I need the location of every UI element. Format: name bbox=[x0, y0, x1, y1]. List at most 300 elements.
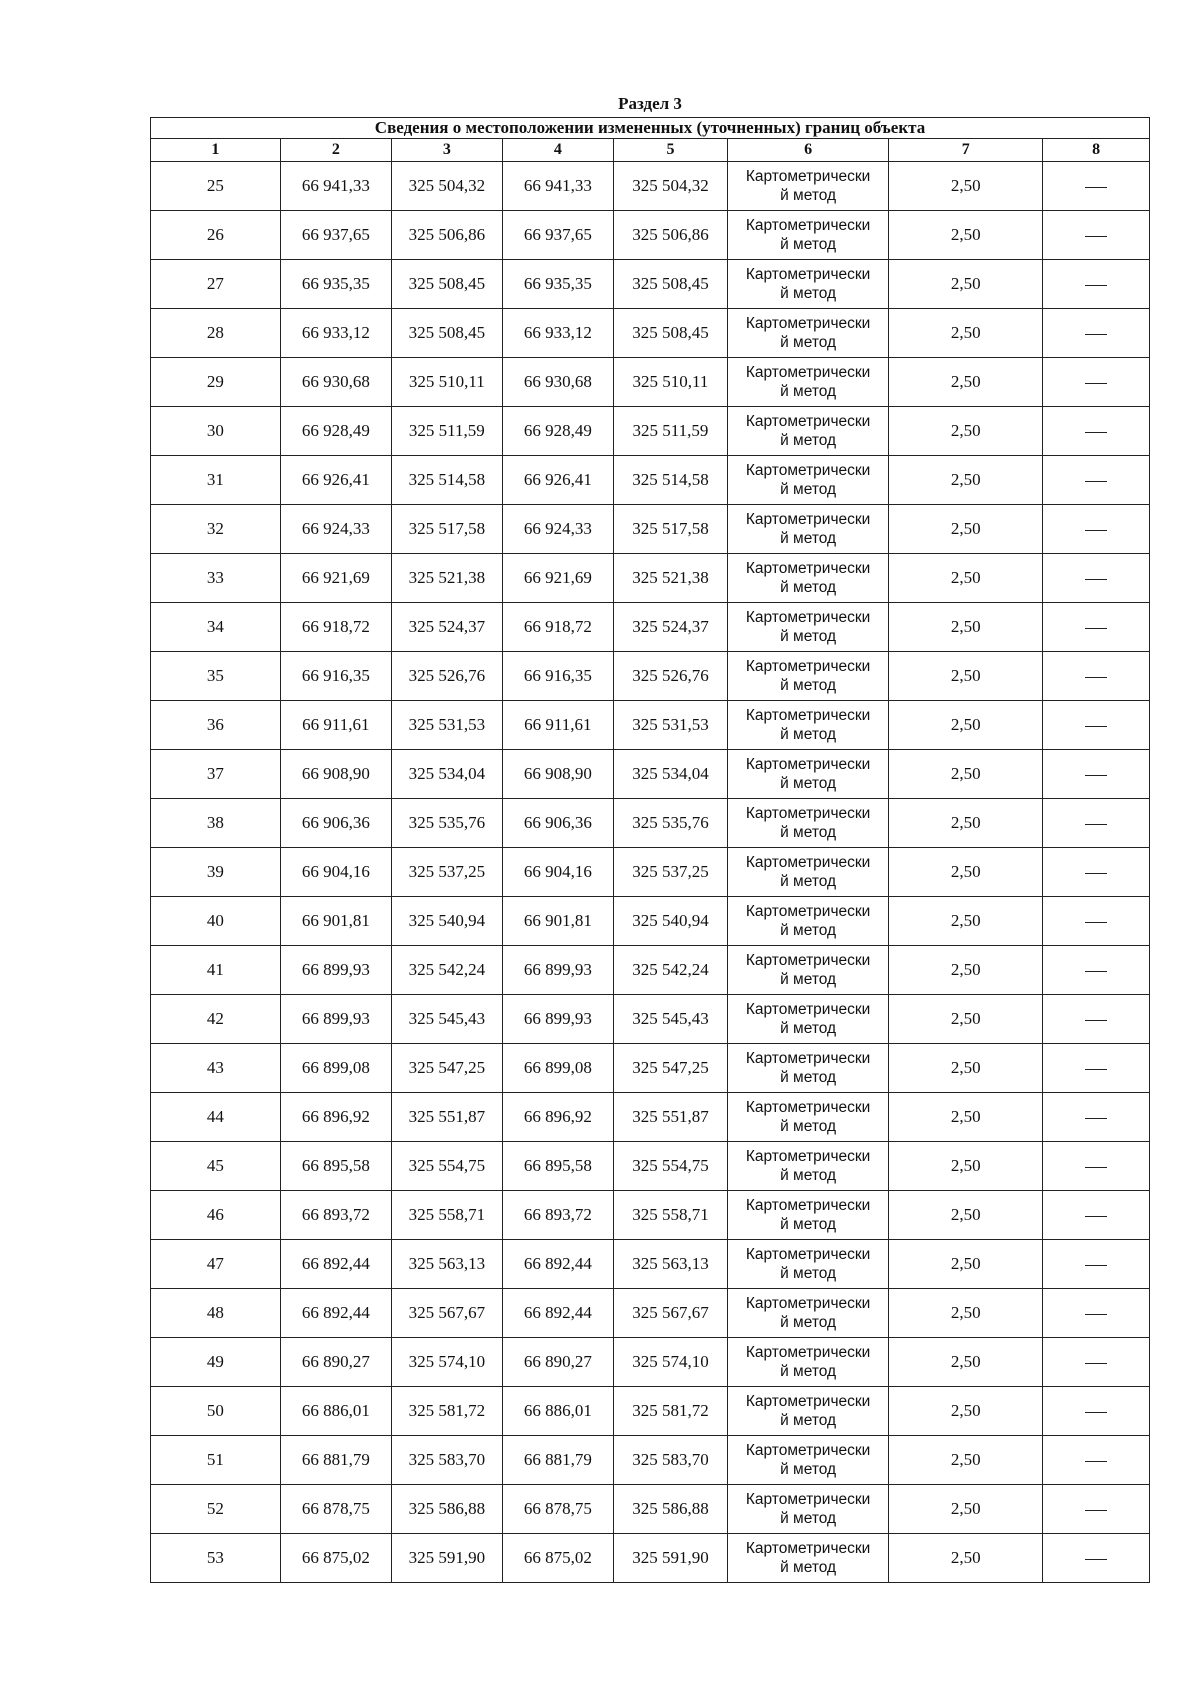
note-cell bbox=[1043, 162, 1150, 211]
point-number-cell: 49 bbox=[151, 1338, 281, 1387]
y-new-cell: 325 540,94 bbox=[613, 897, 727, 946]
point-number-cell: 36 bbox=[151, 701, 281, 750]
table-row bbox=[151, 848, 1150, 897]
x-new-cell: 66 930,68 bbox=[502, 358, 613, 407]
x-new-cell: 66 890,27 bbox=[502, 1338, 613, 1387]
y-old-cell: 325 526,76 bbox=[391, 652, 502, 701]
y-old-cell: 325 551,87 bbox=[391, 1093, 502, 1142]
point-number-cell: 37 bbox=[151, 750, 281, 799]
y-new-cell: 325 508,45 bbox=[613, 260, 727, 309]
y-old-cell: 325 535,76 bbox=[391, 799, 502, 848]
x-new-cell: 66 924,33 bbox=[502, 505, 613, 554]
y-old-cell: 325 586,88 bbox=[391, 1485, 502, 1534]
dash-mark bbox=[1085, 873, 1107, 874]
y-old-cell: 325 531,53 bbox=[391, 701, 502, 750]
accuracy-cell: 2,50 bbox=[889, 456, 1043, 505]
y-new-cell: 325 567,67 bbox=[613, 1289, 727, 1338]
table-row bbox=[151, 456, 1150, 505]
dash-mark bbox=[1085, 1020, 1107, 1021]
dash-mark bbox=[1085, 971, 1107, 972]
x-new-cell: 66 895,58 bbox=[502, 1142, 613, 1191]
y-old-cell: 325 517,58 bbox=[391, 505, 502, 554]
point-number-cell: 42 bbox=[151, 995, 281, 1044]
table-row bbox=[151, 1436, 1150, 1485]
table-row bbox=[151, 652, 1150, 701]
y-old-cell: 325 504,32 bbox=[391, 162, 502, 211]
method-cell: Картометрически й метод bbox=[728, 309, 889, 358]
x-old-cell: 66 926,41 bbox=[280, 456, 391, 505]
x-old-cell: 66 941,33 bbox=[280, 162, 391, 211]
table-row bbox=[151, 554, 1150, 603]
note-cell bbox=[1043, 1436, 1150, 1485]
y-old-cell: 325 506,86 bbox=[391, 211, 502, 260]
point-number-cell: 35 bbox=[151, 652, 281, 701]
point-number-cell: 28 bbox=[151, 309, 281, 358]
accuracy-cell: 2,50 bbox=[889, 358, 1043, 407]
y-old-cell: 325 591,90 bbox=[391, 1534, 502, 1583]
method-cell: Картометрически й метод bbox=[728, 1289, 889, 1338]
accuracy-cell: 2,50 bbox=[889, 1436, 1043, 1485]
accuracy-cell: 2,50 bbox=[889, 1240, 1043, 1289]
x-new-cell: 66 941,33 bbox=[502, 162, 613, 211]
table-row bbox=[151, 1485, 1150, 1534]
accuracy-cell: 2,50 bbox=[889, 407, 1043, 456]
y-new-cell: 325 534,04 bbox=[613, 750, 727, 799]
note-cell bbox=[1043, 701, 1150, 750]
y-new-cell: 325 574,10 bbox=[613, 1338, 727, 1387]
note-cell bbox=[1043, 1485, 1150, 1534]
table-row bbox=[151, 1240, 1150, 1289]
note-cell bbox=[1043, 1338, 1150, 1387]
method-cell: Картометрически й метод bbox=[728, 750, 889, 799]
y-new-cell: 325 506,86 bbox=[613, 211, 727, 260]
method-cell: Картометрически й метод bbox=[728, 260, 889, 309]
x-old-cell: 66 918,72 bbox=[280, 603, 391, 652]
point-number-cell: 41 bbox=[151, 946, 281, 995]
accuracy-cell: 2,50 bbox=[889, 946, 1043, 995]
y-new-cell: 325 511,59 bbox=[613, 407, 727, 456]
accuracy-cell: 2,50 bbox=[889, 1387, 1043, 1436]
y-old-cell: 325 514,58 bbox=[391, 456, 502, 505]
point-number-cell: 39 bbox=[151, 848, 281, 897]
point-number-cell: 40 bbox=[151, 897, 281, 946]
y-old-cell: 325 554,75 bbox=[391, 1142, 502, 1191]
x-old-cell: 66 890,27 bbox=[280, 1338, 391, 1387]
dash-mark bbox=[1085, 1216, 1107, 1217]
method-cell: Картометрически й метод bbox=[728, 211, 889, 260]
point-number-cell: 27 bbox=[151, 260, 281, 309]
x-old-cell: 66 928,49 bbox=[280, 407, 391, 456]
y-new-cell: 325 583,70 bbox=[613, 1436, 727, 1485]
note-cell bbox=[1043, 1534, 1150, 1583]
y-new-cell: 325 563,13 bbox=[613, 1240, 727, 1289]
point-number-cell: 26 bbox=[151, 211, 281, 260]
point-number-cell: 44 bbox=[151, 1093, 281, 1142]
table-row bbox=[151, 1338, 1150, 1387]
method-cell: Картометрически й метод bbox=[728, 456, 889, 505]
point-number-cell: 33 bbox=[151, 554, 281, 603]
table-caption: Сведения о местоположении измененных (уточненных) границ объекта bbox=[151, 118, 1150, 139]
dash-mark bbox=[1085, 726, 1107, 727]
table-row bbox=[151, 946, 1150, 995]
column-number: 1 bbox=[151, 139, 281, 162]
note-cell bbox=[1043, 1387, 1150, 1436]
accuracy-cell: 2,50 bbox=[889, 897, 1043, 946]
x-new-cell: 66 921,69 bbox=[502, 554, 613, 603]
boundary-coordinates-table bbox=[150, 117, 1150, 1583]
x-new-cell: 66 926,41 bbox=[502, 456, 613, 505]
x-old-cell: 66 916,35 bbox=[280, 652, 391, 701]
accuracy-cell: 2,50 bbox=[889, 309, 1043, 358]
x-old-cell: 66 911,61 bbox=[280, 701, 391, 750]
note-cell bbox=[1043, 652, 1150, 701]
note-cell bbox=[1043, 1191, 1150, 1240]
note-cell bbox=[1043, 603, 1150, 652]
table-row bbox=[151, 701, 1150, 750]
table-body bbox=[151, 162, 1150, 1583]
x-old-cell: 66 881,79 bbox=[280, 1436, 391, 1485]
note-cell bbox=[1043, 1240, 1150, 1289]
x-old-cell: 66 930,68 bbox=[280, 358, 391, 407]
note-cell bbox=[1043, 456, 1150, 505]
method-cell: Картометрически й метод bbox=[728, 358, 889, 407]
dash-mark bbox=[1085, 1461, 1107, 1462]
point-number-cell: 52 bbox=[151, 1485, 281, 1534]
table-row bbox=[151, 358, 1150, 407]
method-cell: Картометрически й метод bbox=[728, 554, 889, 603]
y-new-cell: 325 524,37 bbox=[613, 603, 727, 652]
point-number-cell: 30 bbox=[151, 407, 281, 456]
accuracy-cell: 2,50 bbox=[889, 1534, 1043, 1583]
x-old-cell: 66 904,16 bbox=[280, 848, 391, 897]
note-cell bbox=[1043, 995, 1150, 1044]
method-cell: Картометрически й метод bbox=[728, 1534, 889, 1583]
table-row bbox=[151, 603, 1150, 652]
point-number-cell: 25 bbox=[151, 162, 281, 211]
point-number-cell: 53 bbox=[151, 1534, 281, 1583]
y-new-cell: 325 591,90 bbox=[613, 1534, 727, 1583]
table-row bbox=[151, 260, 1150, 309]
accuracy-cell: 2,50 bbox=[889, 260, 1043, 309]
point-number-cell: 50 bbox=[151, 1387, 281, 1436]
method-cell: Картометрически й метод bbox=[728, 701, 889, 750]
note-cell bbox=[1043, 505, 1150, 554]
x-new-cell: 66 886,01 bbox=[502, 1387, 613, 1436]
table-row bbox=[151, 750, 1150, 799]
x-new-cell: 66 901,81 bbox=[502, 897, 613, 946]
y-old-cell: 325 537,25 bbox=[391, 848, 502, 897]
column-number: 4 bbox=[502, 139, 613, 162]
x-new-cell: 66 893,72 bbox=[502, 1191, 613, 1240]
x-old-cell: 66 899,93 bbox=[280, 946, 391, 995]
accuracy-cell: 2,50 bbox=[889, 603, 1043, 652]
note-cell bbox=[1043, 799, 1150, 848]
y-new-cell: 325 508,45 bbox=[613, 309, 727, 358]
x-old-cell: 66 901,81 bbox=[280, 897, 391, 946]
point-number-cell: 31 bbox=[151, 456, 281, 505]
dash-mark bbox=[1085, 432, 1107, 433]
y-new-cell: 325 551,87 bbox=[613, 1093, 727, 1142]
dash-mark bbox=[1085, 922, 1107, 923]
column-number: 6 bbox=[728, 139, 889, 162]
table-row bbox=[151, 1534, 1150, 1583]
point-number-cell: 38 bbox=[151, 799, 281, 848]
note-cell bbox=[1043, 1044, 1150, 1093]
y-new-cell: 325 521,38 bbox=[613, 554, 727, 603]
dash-mark bbox=[1085, 775, 1107, 776]
x-old-cell: 66 899,93 bbox=[280, 995, 391, 1044]
table-row bbox=[151, 995, 1150, 1044]
point-number-cell: 48 bbox=[151, 1289, 281, 1338]
x-new-cell: 66 899,08 bbox=[502, 1044, 613, 1093]
table-row bbox=[151, 211, 1150, 260]
accuracy-cell: 2,50 bbox=[889, 799, 1043, 848]
y-new-cell: 325 535,76 bbox=[613, 799, 727, 848]
method-cell: Картометрически й метод bbox=[728, 1044, 889, 1093]
x-new-cell: 66 892,44 bbox=[502, 1240, 613, 1289]
method-cell: Картометрически й метод bbox=[728, 505, 889, 554]
method-cell: Картометрически й метод bbox=[728, 946, 889, 995]
x-old-cell: 66 892,44 bbox=[280, 1240, 391, 1289]
note-cell bbox=[1043, 211, 1150, 260]
x-new-cell: 66 881,79 bbox=[502, 1436, 613, 1485]
x-new-cell: 66 916,35 bbox=[502, 652, 613, 701]
x-new-cell: 66 908,90 bbox=[502, 750, 613, 799]
table-row bbox=[151, 1387, 1150, 1436]
dash-mark bbox=[1085, 530, 1107, 531]
y-old-cell: 325 540,94 bbox=[391, 897, 502, 946]
dash-mark bbox=[1085, 628, 1107, 629]
column-number: 7 bbox=[889, 139, 1043, 162]
y-old-cell: 325 547,25 bbox=[391, 1044, 502, 1093]
method-cell: Картометрически й метод bbox=[728, 652, 889, 701]
x-old-cell: 66 896,92 bbox=[280, 1093, 391, 1142]
y-old-cell: 325 524,37 bbox=[391, 603, 502, 652]
dash-mark bbox=[1085, 1118, 1107, 1119]
accuracy-cell: 2,50 bbox=[889, 211, 1043, 260]
column-number: 3 bbox=[391, 139, 502, 162]
method-cell: Картометрически й метод bbox=[728, 897, 889, 946]
note-cell bbox=[1043, 554, 1150, 603]
point-number-cell: 34 bbox=[151, 603, 281, 652]
dash-mark bbox=[1085, 334, 1107, 335]
accuracy-cell: 2,50 bbox=[889, 1044, 1043, 1093]
y-old-cell: 325 563,13 bbox=[391, 1240, 502, 1289]
dash-mark bbox=[1085, 1510, 1107, 1511]
x-old-cell: 66 893,72 bbox=[280, 1191, 391, 1240]
y-new-cell: 325 517,58 bbox=[613, 505, 727, 554]
dash-mark bbox=[1085, 1069, 1107, 1070]
x-old-cell: 66 935,35 bbox=[280, 260, 391, 309]
table-row bbox=[151, 1142, 1150, 1191]
dash-mark bbox=[1085, 1412, 1107, 1413]
note-cell bbox=[1043, 358, 1150, 407]
table-row bbox=[151, 505, 1150, 554]
x-new-cell: 66 937,65 bbox=[502, 211, 613, 260]
y-old-cell: 325 508,45 bbox=[391, 309, 502, 358]
point-number-cell: 29 bbox=[151, 358, 281, 407]
accuracy-cell: 2,50 bbox=[889, 1142, 1043, 1191]
x-new-cell: 66 899,93 bbox=[502, 946, 613, 995]
y-old-cell: 325 510,11 bbox=[391, 358, 502, 407]
y-old-cell: 325 521,38 bbox=[391, 554, 502, 603]
method-cell: Картометрически й метод bbox=[728, 1338, 889, 1387]
column-number: 2 bbox=[280, 139, 391, 162]
y-old-cell: 325 511,59 bbox=[391, 407, 502, 456]
method-cell: Картометрически й метод bbox=[728, 162, 889, 211]
method-cell: Картометрически й метод bbox=[728, 603, 889, 652]
y-old-cell: 325 508,45 bbox=[391, 260, 502, 309]
point-number-cell: 46 bbox=[151, 1191, 281, 1240]
point-number-cell: 32 bbox=[151, 505, 281, 554]
y-new-cell: 325 531,53 bbox=[613, 701, 727, 750]
point-number-cell: 51 bbox=[151, 1436, 281, 1485]
x-new-cell: 66 899,93 bbox=[502, 995, 613, 1044]
point-number-cell: 47 bbox=[151, 1240, 281, 1289]
dash-mark bbox=[1085, 579, 1107, 580]
accuracy-cell: 2,50 bbox=[889, 1485, 1043, 1534]
dash-mark bbox=[1085, 1363, 1107, 1364]
table-row bbox=[151, 1191, 1150, 1240]
dash-mark bbox=[1085, 481, 1107, 482]
y-new-cell: 325 586,88 bbox=[613, 1485, 727, 1534]
accuracy-cell: 2,50 bbox=[889, 995, 1043, 1044]
method-cell: Картометрически й метод bbox=[728, 799, 889, 848]
method-cell: Картометрически й метод bbox=[728, 1387, 889, 1436]
note-cell bbox=[1043, 407, 1150, 456]
table-row bbox=[151, 897, 1150, 946]
y-new-cell: 325 547,25 bbox=[613, 1044, 727, 1093]
note-cell bbox=[1043, 946, 1150, 995]
method-cell: Картометрически й метод bbox=[728, 1485, 889, 1534]
x-new-cell: 66 935,35 bbox=[502, 260, 613, 309]
y-new-cell: 325 510,11 bbox=[613, 358, 727, 407]
accuracy-cell: 2,50 bbox=[889, 652, 1043, 701]
x-old-cell: 66 875,02 bbox=[280, 1534, 391, 1583]
table-row bbox=[151, 1093, 1150, 1142]
dash-mark bbox=[1085, 1265, 1107, 1266]
accuracy-cell: 2,50 bbox=[889, 1093, 1043, 1142]
method-cell: Картометрически й метод bbox=[728, 1436, 889, 1485]
dash-mark bbox=[1085, 677, 1107, 678]
section-title: Раздел 3 bbox=[618, 94, 682, 113]
table-row bbox=[151, 799, 1150, 848]
x-new-cell: 66 904,16 bbox=[502, 848, 613, 897]
x-old-cell: 66 937,65 bbox=[280, 211, 391, 260]
accuracy-cell: 2,50 bbox=[889, 750, 1043, 799]
table-row bbox=[151, 309, 1150, 358]
x-new-cell: 66 878,75 bbox=[502, 1485, 613, 1534]
y-old-cell: 325 534,04 bbox=[391, 750, 502, 799]
point-number-cell: 43 bbox=[151, 1044, 281, 1093]
y-new-cell: 325 537,25 bbox=[613, 848, 727, 897]
note-cell bbox=[1043, 897, 1150, 946]
note-cell bbox=[1043, 260, 1150, 309]
method-cell: Картометрически й метод bbox=[728, 1240, 889, 1289]
table-row bbox=[151, 162, 1150, 211]
x-old-cell: 66 933,12 bbox=[280, 309, 391, 358]
table-row bbox=[151, 1289, 1150, 1338]
dash-mark bbox=[1085, 1559, 1107, 1560]
x-new-cell: 66 896,92 bbox=[502, 1093, 613, 1142]
y-new-cell: 325 526,76 bbox=[613, 652, 727, 701]
x-new-cell: 66 928,49 bbox=[502, 407, 613, 456]
y-old-cell: 325 581,72 bbox=[391, 1387, 502, 1436]
x-old-cell: 66 921,69 bbox=[280, 554, 391, 603]
x-new-cell: 66 933,12 bbox=[502, 309, 613, 358]
y-old-cell: 325 583,70 bbox=[391, 1436, 502, 1485]
accuracy-cell: 2,50 bbox=[889, 1338, 1043, 1387]
accuracy-cell: 2,50 bbox=[889, 1289, 1043, 1338]
x-new-cell: 66 918,72 bbox=[502, 603, 613, 652]
accuracy-cell: 2,50 bbox=[889, 848, 1043, 897]
note-cell bbox=[1043, 1142, 1150, 1191]
y-new-cell: 325 545,43 bbox=[613, 995, 727, 1044]
y-old-cell: 325 558,71 bbox=[391, 1191, 502, 1240]
x-old-cell: 66 899,08 bbox=[280, 1044, 391, 1093]
y-new-cell: 325 558,71 bbox=[613, 1191, 727, 1240]
accuracy-cell: 2,50 bbox=[889, 505, 1043, 554]
dash-mark bbox=[1085, 824, 1107, 825]
note-cell bbox=[1043, 848, 1150, 897]
x-old-cell: 66 892,44 bbox=[280, 1289, 391, 1338]
dash-mark bbox=[1085, 187, 1107, 188]
point-number-cell: 45 bbox=[151, 1142, 281, 1191]
y-old-cell: 325 567,67 bbox=[391, 1289, 502, 1338]
method-cell: Картометрически й метод bbox=[728, 1191, 889, 1240]
x-old-cell: 66 924,33 bbox=[280, 505, 391, 554]
x-old-cell: 66 886,01 bbox=[280, 1387, 391, 1436]
accuracy-cell: 2,50 bbox=[889, 701, 1043, 750]
y-new-cell: 325 554,75 bbox=[613, 1142, 727, 1191]
method-cell: Картометрически й метод bbox=[728, 1093, 889, 1142]
column-number: 8 bbox=[1043, 139, 1150, 162]
dash-mark bbox=[1085, 285, 1107, 286]
table-row bbox=[151, 1044, 1150, 1093]
accuracy-cell: 2,50 bbox=[889, 1191, 1043, 1240]
x-new-cell: 66 911,61 bbox=[502, 701, 613, 750]
note-cell bbox=[1043, 750, 1150, 799]
y-new-cell: 325 504,32 bbox=[613, 162, 727, 211]
x-old-cell: 66 906,36 bbox=[280, 799, 391, 848]
method-cell: Картометрически й метод bbox=[728, 995, 889, 1044]
x-new-cell: 66 875,02 bbox=[502, 1534, 613, 1583]
x-new-cell: 66 892,44 bbox=[502, 1289, 613, 1338]
x-old-cell: 66 878,75 bbox=[280, 1485, 391, 1534]
accuracy-cell: 2,50 bbox=[889, 554, 1043, 603]
note-cell bbox=[1043, 1289, 1150, 1338]
y-old-cell: 325 574,10 bbox=[391, 1338, 502, 1387]
x-old-cell: 66 908,90 bbox=[280, 750, 391, 799]
method-cell: Картометрически й метод bbox=[728, 1142, 889, 1191]
column-number-row bbox=[151, 139, 1150, 162]
y-old-cell: 325 545,43 bbox=[391, 995, 502, 1044]
note-cell bbox=[1043, 309, 1150, 358]
column-number: 5 bbox=[613, 139, 727, 162]
dash-mark bbox=[1085, 236, 1107, 237]
x-old-cell: 66 895,58 bbox=[280, 1142, 391, 1191]
x-new-cell: 66 906,36 bbox=[502, 799, 613, 848]
y-new-cell: 325 581,72 bbox=[613, 1387, 727, 1436]
y-new-cell: 325 514,58 bbox=[613, 456, 727, 505]
method-cell: Картометрически й метод bbox=[728, 407, 889, 456]
accuracy-cell: 2,50 bbox=[889, 162, 1043, 211]
note-cell bbox=[1043, 1093, 1150, 1142]
dash-mark bbox=[1085, 1314, 1107, 1315]
dash-mark bbox=[1085, 1167, 1107, 1168]
y-new-cell: 325 542,24 bbox=[613, 946, 727, 995]
dash-mark bbox=[1085, 383, 1107, 384]
